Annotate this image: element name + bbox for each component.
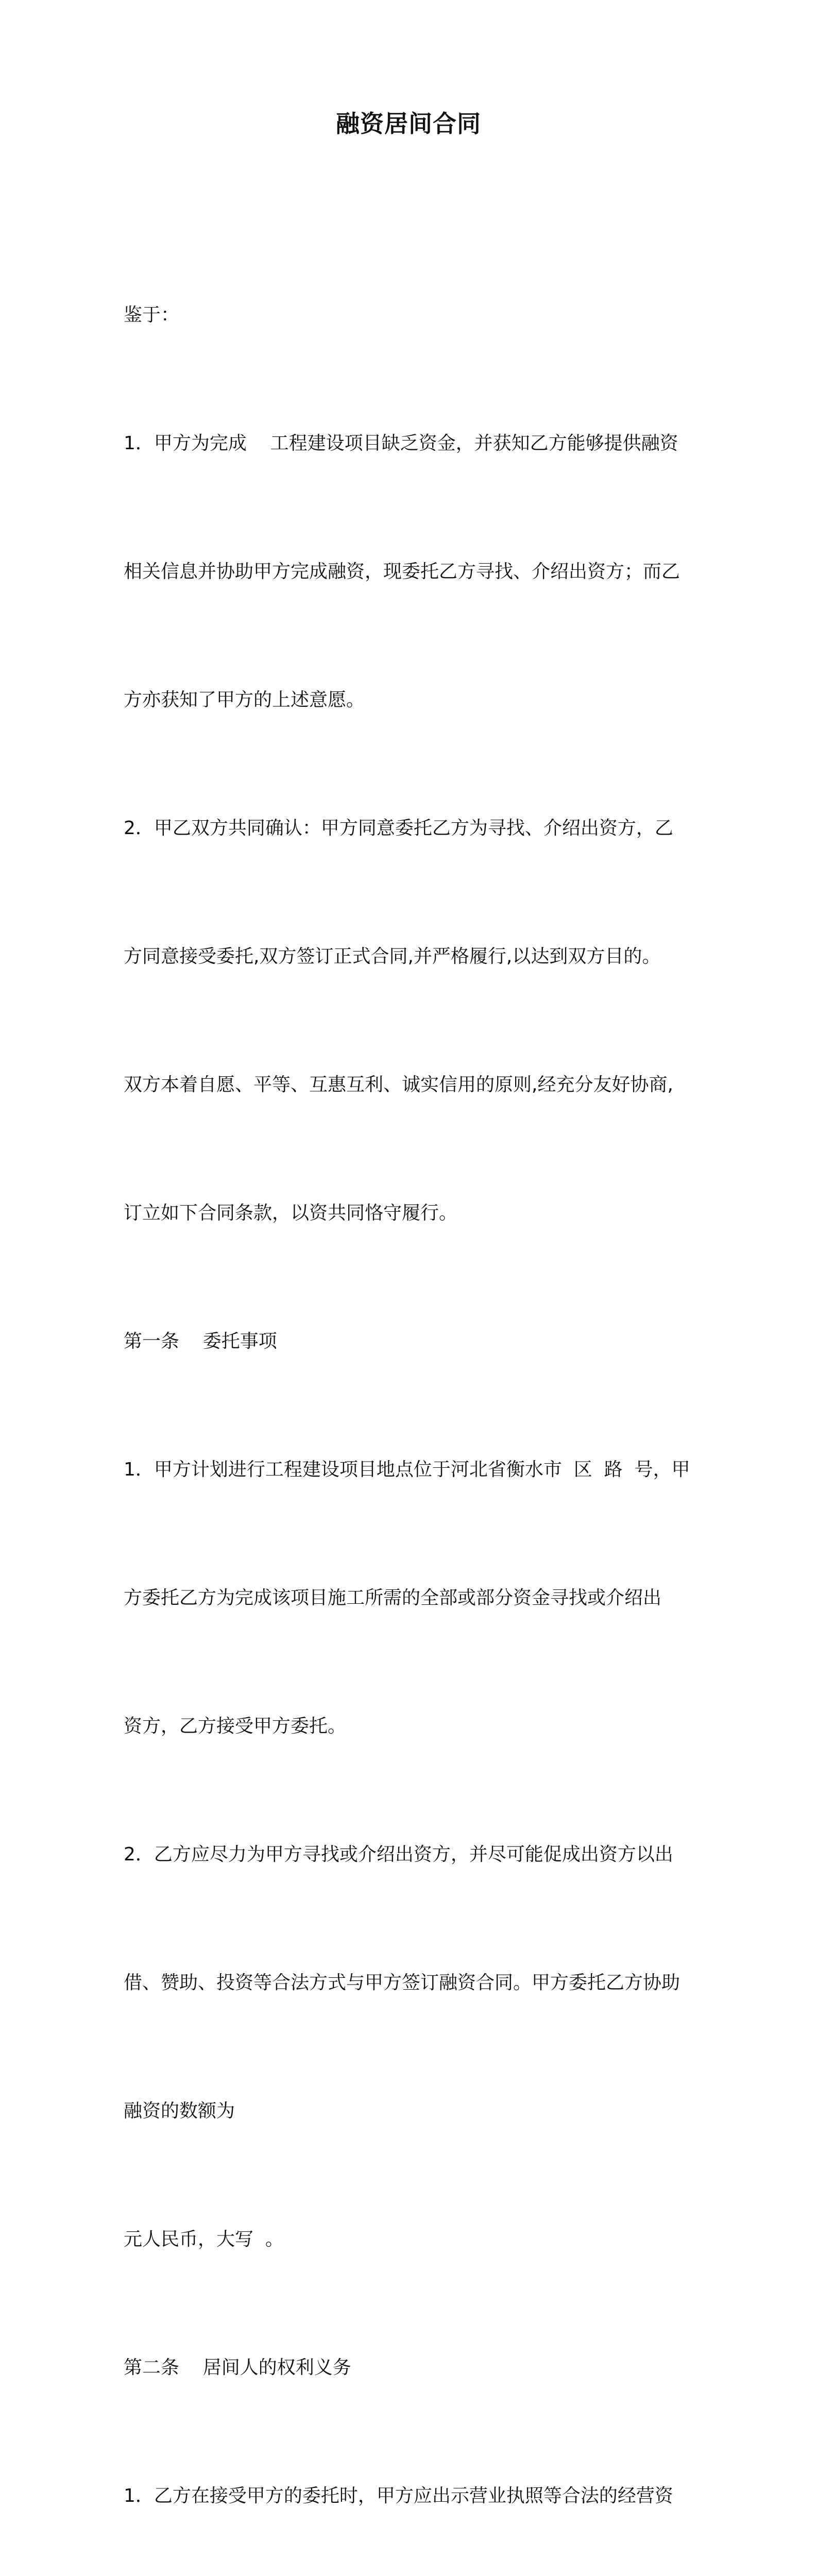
paragraph-line: 订立如下合同条款，以资共同恪守履行。: [124, 1202, 458, 1224]
paragraph-line: 借、赞助、投资等合法方式与甲方签订融资合同。甲方委托乙方协助: [124, 1972, 680, 1993]
paragraph-line: 双方本着自愿、平等、互惠互利、诚实信用的原则,经充分友好协商,: [124, 1074, 673, 1095]
document-body: [124, 208, 701, 2576]
paragraph-line-whereas: 鉴于：: [124, 304, 180, 326]
paragraph-line: 1．甲方计划进行工程建设项目地点位于河北省衡水市 区 路 号，甲: [124, 1459, 690, 1480]
article-heading-2: 第二条 居间人的权利义务: [124, 2357, 351, 2378]
paragraph-line: 方亦获知了甲方的上述意愿。: [124, 689, 365, 710]
paragraph-line: 方同意接受委托,双方签订正式合同,并严格履行,以达到双方目的。: [124, 946, 661, 967]
paragraph-line: 2．甲乙双方共同确认：甲方同意委托乙方为寻找、介绍出资方，乙: [124, 818, 673, 839]
paragraph-line: 2．乙方应尽力为甲方寻找或介绍出资方，并尽可能促成出资方以出: [124, 1844, 673, 1865]
paragraph-line: 相关信息并协助甲方完成融资，现委托乙方寻找、介绍出资方；而乙: [124, 561, 680, 582]
paragraph-line: 资方，乙方接受甲方委托。: [124, 1716, 347, 1737]
paragraph-line: 1．乙方在接受甲方的委托时，甲方应出示营业执照等合法的经营资: [124, 2485, 673, 2506]
paragraph-line: 融资的数额为: [124, 2100, 235, 2122]
paragraph-line: 方委托乙方为完成该项目施工所需的全部或部分资金寻找或介绍出: [124, 1587, 662, 1608]
paragraph-line: 1．甲方为完成 工程建设项目缺乏资金，并获知乙方能够提供融资: [124, 433, 678, 454]
article-heading-1: 第一条 委托事项: [124, 1331, 277, 1352]
document-title: 融资居间合同: [336, 110, 481, 138]
paragraph-line: 元人民币，大写 。: [124, 2229, 284, 2250]
